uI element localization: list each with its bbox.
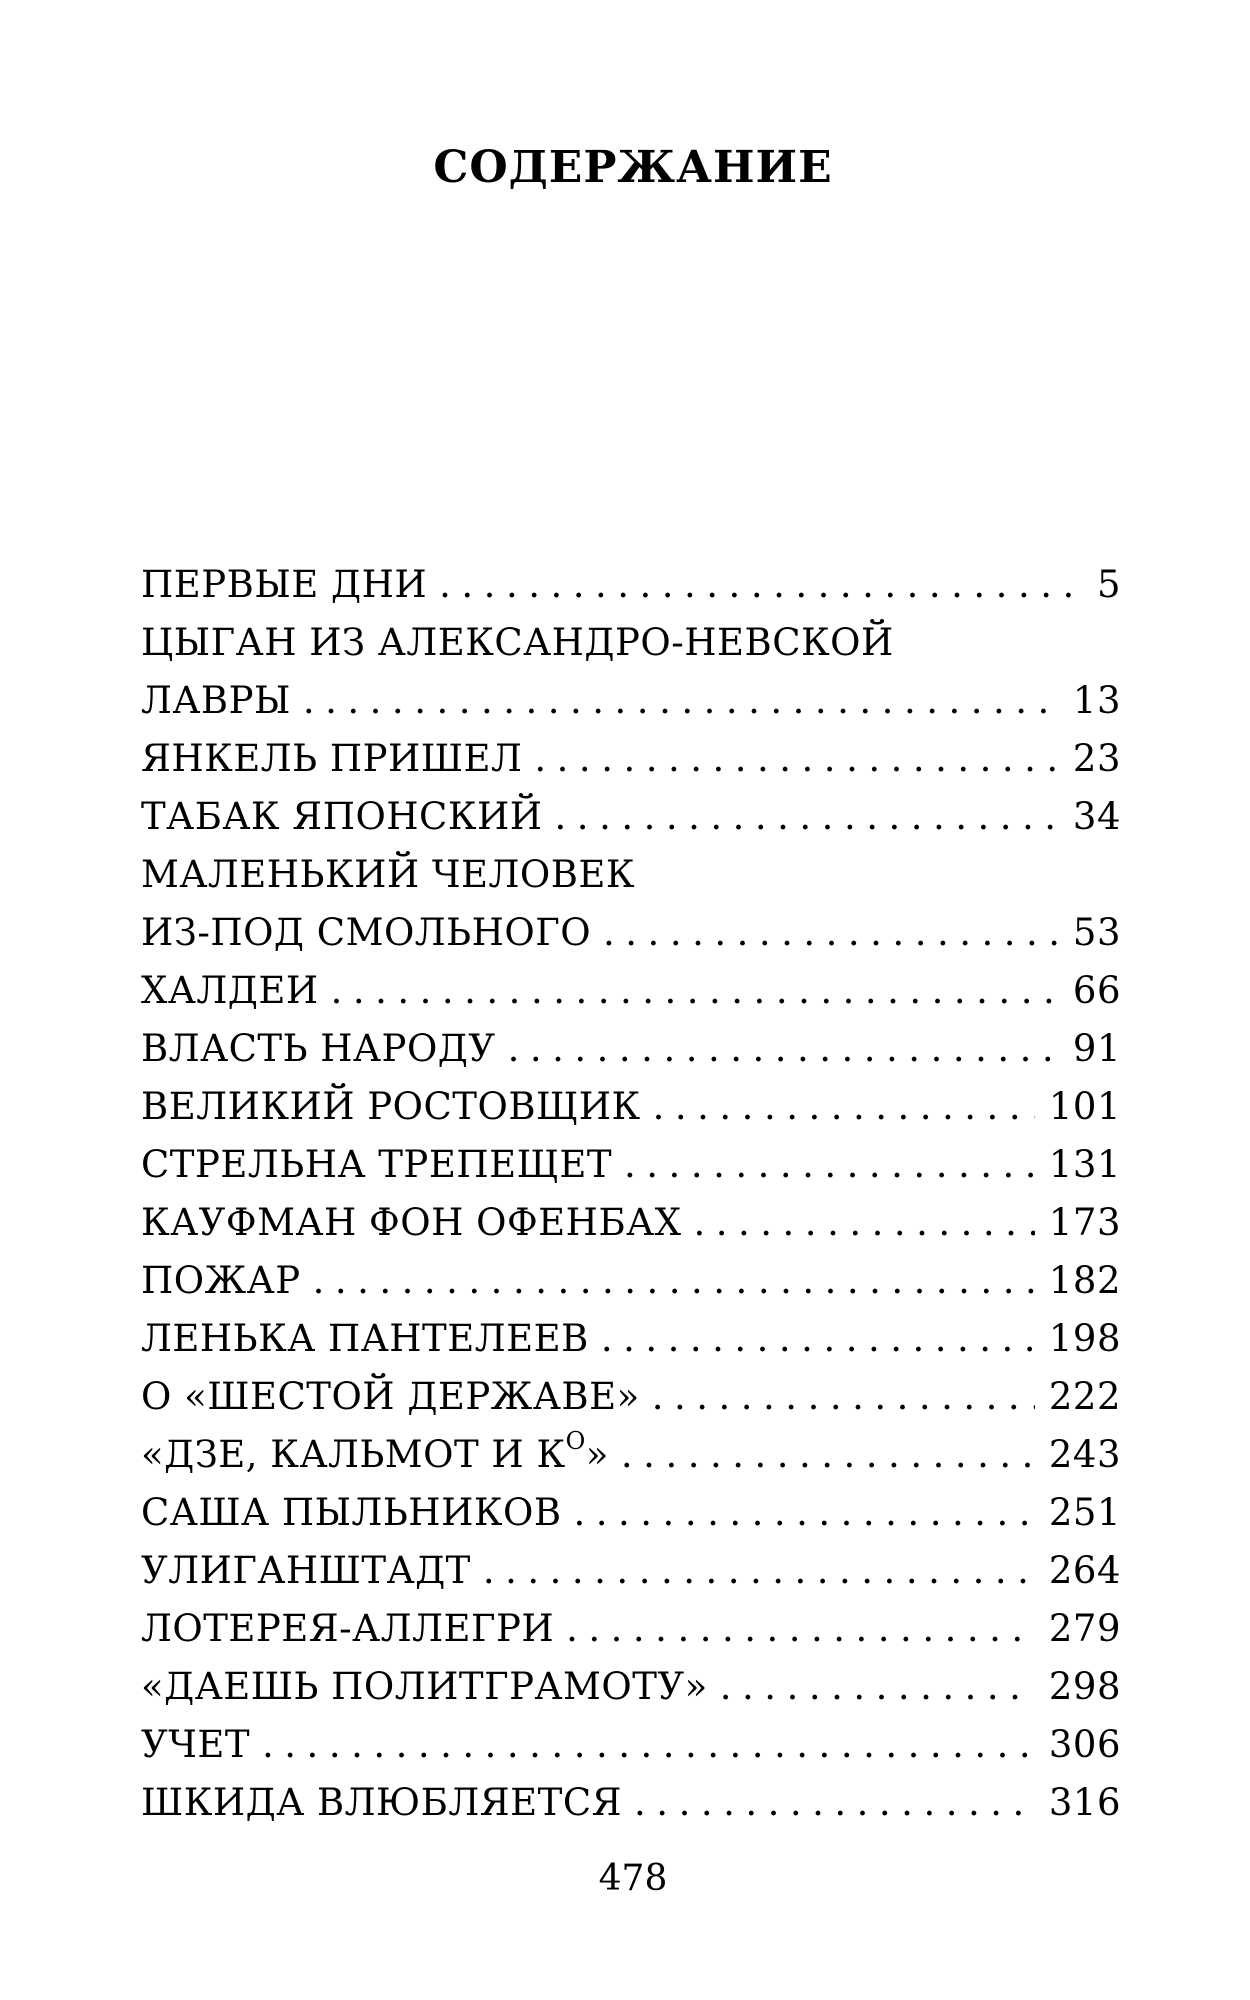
dot-leader bbox=[483, 1542, 1035, 1600]
toc-page-number: 222 bbox=[1048, 1375, 1121, 1418]
toc-entry bbox=[141, 1136, 1121, 1194]
dot-leader bbox=[652, 1368, 1035, 1426]
toc-row bbox=[141, 1658, 1121, 1716]
toc-row bbox=[141, 1020, 1121, 1078]
toc-row bbox=[141, 1426, 1121, 1484]
toc-entry-title bbox=[141, 1252, 301, 1310]
toc-entry-title bbox=[141, 1658, 708, 1716]
toc-row bbox=[141, 730, 1121, 788]
toc-page-number: 53 bbox=[1072, 911, 1121, 954]
toc-page-number: 243 bbox=[1048, 1433, 1121, 1476]
toc-entry-title-text: ХАЛДЕИ bbox=[141, 969, 319, 1012]
toc-entry bbox=[141, 730, 1121, 788]
dot-leader bbox=[624, 1136, 1035, 1194]
toc-page-number: 173 bbox=[1048, 1201, 1121, 1244]
toc-entry-title bbox=[141, 1078, 641, 1136]
toc-row bbox=[141, 904, 1121, 962]
toc-entry bbox=[141, 614, 1121, 730]
table-of-contents bbox=[141, 556, 1121, 1832]
toc-row bbox=[141, 1542, 1121, 1600]
toc-page-number: 101 bbox=[1048, 1085, 1121, 1128]
toc-page-number: 279 bbox=[1048, 1607, 1121, 1650]
toc-entry-title bbox=[141, 1194, 682, 1252]
toc-row bbox=[141, 1484, 1121, 1542]
toc-row bbox=[141, 962, 1121, 1020]
dot-leader bbox=[303, 672, 1059, 730]
dot-leader bbox=[566, 1600, 1035, 1658]
toc-row bbox=[141, 1194, 1121, 1252]
toc-page-number: 306 bbox=[1048, 1723, 1121, 1766]
toc-entry-title-text: СТРЕЛЬНА ТРЕПЕЩЕТ bbox=[141, 1143, 613, 1186]
toc-entry-title-text: УЛИГАНШТАДТ bbox=[141, 1549, 471, 1592]
toc-entry bbox=[141, 1078, 1121, 1136]
toc-entry-title-text: КАУФМАН ФОН ОФЕНБАХ bbox=[141, 1201, 682, 1244]
toc-entry bbox=[141, 846, 1121, 962]
toc-entry-title-text: УЧЕТ bbox=[141, 1723, 251, 1766]
toc-entry-title bbox=[141, 788, 543, 846]
toc-entry-title-text: ПЕРВЫЕ ДНИ bbox=[141, 563, 428, 606]
toc-entry-title-text: САША ПЫЛЬНИКОВ bbox=[141, 1491, 562, 1534]
toc-entry-title-line: МАЛЕНЬКИЙ ЧЕЛОВЕК bbox=[141, 853, 636, 896]
toc-entry bbox=[141, 1252, 1121, 1310]
dot-leader bbox=[720, 1658, 1035, 1716]
toc-entry-title-text: ШКИДА ВЛЮБЛЯЕТСЯ bbox=[141, 1781, 623, 1824]
toc-entry bbox=[141, 1600, 1121, 1658]
toc-row bbox=[141, 556, 1121, 614]
toc-entry-title-text: «ДАЕШЬ ПОЛИТГРАМОТУ» bbox=[141, 1665, 708, 1708]
toc-page-number: 131 bbox=[1048, 1143, 1121, 1186]
toc-entry-title bbox=[141, 1426, 609, 1484]
dot-leader bbox=[555, 788, 1059, 846]
toc-entry-title-text: ЯНКЕЛЬ ПРИШЕЛ bbox=[141, 737, 523, 780]
toc-entry-title bbox=[141, 730, 522, 788]
toc-entry bbox=[141, 1368, 1121, 1426]
toc-row bbox=[141, 1716, 1121, 1774]
toc-entry-title bbox=[141, 1542, 471, 1600]
toc-page-number: 251 bbox=[1048, 1491, 1121, 1534]
dot-leader bbox=[331, 962, 1059, 1020]
toc-row bbox=[141, 1774, 1121, 1832]
toc-entry-superscript: О bbox=[565, 1427, 586, 1455]
toc-entry-title bbox=[141, 904, 591, 962]
page-title: СОДЕРЖАНИЕ bbox=[433, 142, 833, 193]
toc-page-number: 298 bbox=[1048, 1665, 1121, 1708]
toc-entry-title-text: ПОЖАР bbox=[141, 1259, 301, 1302]
toc-entry-title bbox=[141, 1774, 622, 1832]
toc-page-number: 91 bbox=[1072, 1027, 1121, 1070]
toc-row bbox=[141, 1252, 1121, 1310]
toc-page-number: 66 bbox=[1072, 969, 1121, 1012]
toc-page-number: 34 bbox=[1072, 795, 1121, 838]
dot-leader bbox=[574, 1484, 1035, 1542]
dot-leader bbox=[262, 1716, 1035, 1774]
dot-leader bbox=[534, 730, 1059, 788]
dot-leader bbox=[694, 1194, 1035, 1252]
toc-entry-title-text: ТАБАК ЯПОНСКИЙ bbox=[141, 795, 543, 838]
toc-row bbox=[141, 1136, 1121, 1194]
toc-row bbox=[141, 1368, 1121, 1426]
toc-entry-title bbox=[141, 1310, 589, 1368]
toc-entry bbox=[141, 556, 1121, 614]
toc-entry-title bbox=[141, 1136, 612, 1194]
toc-entry bbox=[141, 1310, 1121, 1368]
toc-page-number: 264 bbox=[1048, 1549, 1121, 1592]
toc-entry bbox=[141, 1716, 1121, 1774]
toc-page-number: 5 bbox=[1096, 563, 1121, 606]
toc-entry bbox=[141, 1542, 1121, 1600]
toc-entry-title-text: ЛАВРЫ bbox=[141, 679, 291, 722]
toc-entry bbox=[141, 1774, 1121, 1832]
toc-entry-title-text: ВЛАСТЬ НАРОДУ bbox=[141, 1027, 496, 1070]
toc-entry bbox=[141, 1426, 1121, 1484]
toc-entry-title-line: ЦЫГАН ИЗ АЛЕКСАНДРО-НЕВСКОЙ bbox=[141, 621, 894, 664]
toc-entry-title-text: ЛОТЕРЕЯ-АЛЛЕГРИ bbox=[141, 1607, 555, 1650]
toc-entry-title bbox=[141, 1020, 496, 1078]
dot-leader bbox=[653, 1078, 1035, 1136]
dot-leader bbox=[603, 904, 1059, 962]
toc-entry-title-suffix: » bbox=[585, 1433, 609, 1476]
toc-entry bbox=[141, 1020, 1121, 1078]
toc-entry-title bbox=[141, 1368, 640, 1426]
toc-row bbox=[141, 1600, 1121, 1658]
toc-entry bbox=[141, 1484, 1121, 1542]
toc-entry-title bbox=[141, 962, 319, 1020]
toc-entry-title bbox=[141, 672, 291, 730]
toc-row bbox=[141, 1078, 1121, 1136]
toc-entry-title-text: ВЕЛИКИЙ РОСТОВЩИК bbox=[141, 1085, 641, 1128]
dot-leader bbox=[313, 1252, 1035, 1310]
toc-entry-title-text: ЛЕНЬКА ПАНТЕЛЕЕВ bbox=[141, 1317, 589, 1360]
dot-leader bbox=[439, 556, 1083, 614]
toc-entry bbox=[141, 1194, 1121, 1252]
toc-entry bbox=[141, 1658, 1121, 1716]
toc-page-number: 182 bbox=[1048, 1259, 1121, 1302]
toc-row bbox=[141, 672, 1121, 730]
toc-entry-title bbox=[141, 1716, 250, 1774]
toc-entry-title-text: «ДЗЕ, КАЛЬМОТ И К bbox=[141, 1433, 566, 1476]
page-number: 478 bbox=[598, 1858, 668, 1899]
toc-entry-title bbox=[141, 556, 427, 614]
toc-page-number: 13 bbox=[1072, 679, 1121, 722]
dot-leader bbox=[621, 1426, 1035, 1484]
toc-page-number: 316 bbox=[1048, 1781, 1121, 1824]
toc-entry bbox=[141, 788, 1121, 846]
toc-entry-title bbox=[141, 1600, 554, 1658]
toc-row bbox=[141, 788, 1121, 846]
dot-leader bbox=[508, 1020, 1059, 1078]
toc-page-number: 198 bbox=[1048, 1317, 1121, 1360]
dot-leader bbox=[634, 1774, 1035, 1832]
toc-entry bbox=[141, 962, 1121, 1020]
toc-row bbox=[141, 1310, 1121, 1368]
toc-entry-title-text: ИЗ-ПОД СМОЛЬНОГО bbox=[141, 911, 592, 954]
toc-entry-title bbox=[141, 1484, 562, 1542]
toc-page-number: 23 bbox=[1072, 737, 1121, 780]
toc-entry-title-text: О «ШЕСТОЙ ДЕРЖАВЕ» bbox=[141, 1375, 640, 1418]
dot-leader bbox=[601, 1310, 1035, 1368]
